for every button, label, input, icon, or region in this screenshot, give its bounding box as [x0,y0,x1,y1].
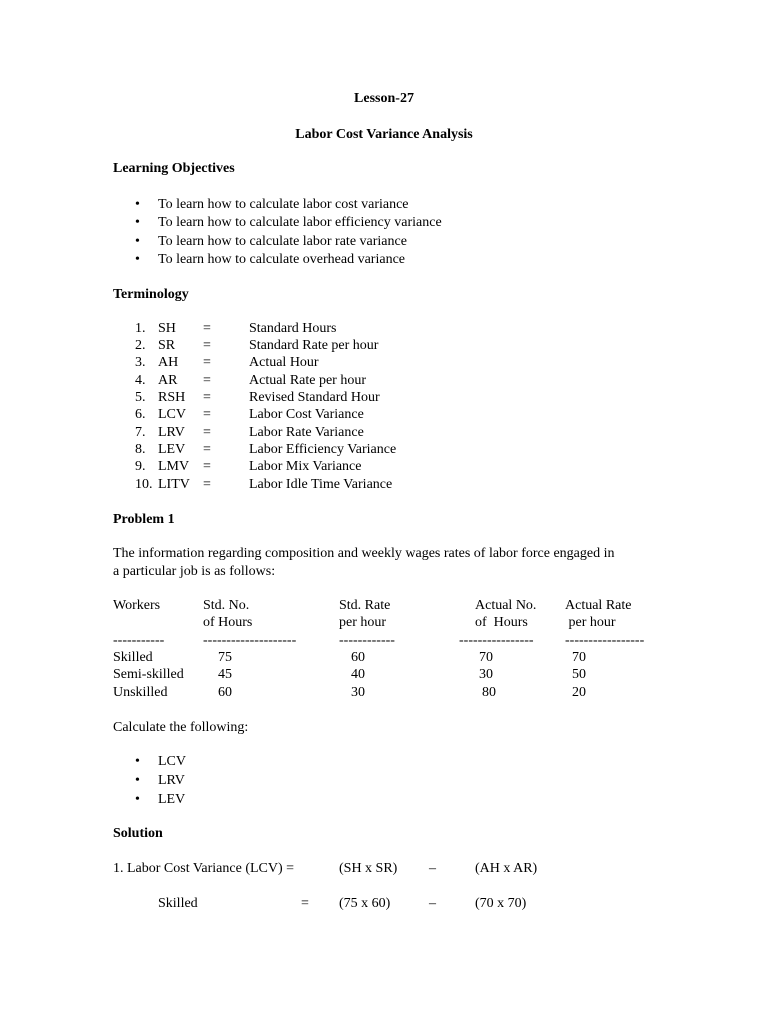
term-equals: = [203,407,211,422]
table-cell: 75 [218,650,232,665]
bullet-icon: • [135,215,140,230]
formula-label: Skilled [158,896,198,911]
formula-term: (75 x 60) [339,896,391,911]
table-cell: 80 [482,685,496,700]
table-cell: Unskilled [113,685,168,700]
table-cell: 70 [572,650,586,665]
problem-intro: a particular job is as follows: [113,564,276,579]
table-cell: 20 [572,685,586,700]
term-abbr: LMV [158,459,190,474]
objectives-heading: Learning Objectives [113,161,235,176]
table-header: Std. Rate [339,598,391,613]
term-number: 5. [135,390,146,405]
term-equals: = [203,321,211,336]
term-equals: = [203,442,211,457]
bullet-icon: • [135,754,140,769]
bullet-icon: • [135,773,140,788]
formula-label: 1. Labor Cost Variance (LCV) = [113,861,295,876]
term-definition: Labor Mix Variance [249,459,362,474]
term-definition: Revised Standard Hour [249,390,380,405]
table-cell: 60 [351,650,365,665]
term-abbr: LEV [158,442,186,457]
formula-term: (AH x AR) [475,861,538,876]
bullet-icon: • [135,792,140,807]
table-header: Actual Rate [565,598,632,613]
bullet-icon: • [135,197,140,212]
term-equals: = [203,355,211,370]
table-divider: ----------------- [565,633,645,648]
term-number: 3. [135,355,146,370]
term-number: 6. [135,407,146,422]
formula-term: (70 x 70) [475,896,527,911]
table-cell: 40 [351,667,365,682]
term-number: 4. [135,373,146,388]
term-abbr: SH [158,321,176,336]
term-definition: Standard Hours [249,321,337,336]
term-equals: = [203,338,211,353]
list-item [135,772,140,789]
calc-item: LRV [158,773,185,788]
formula-equals: = [301,896,309,911]
table-header: of Hours [475,615,528,630]
term-number: 2. [135,338,146,353]
term-abbr: LRV [158,425,185,440]
table-header: Actual No. [475,598,537,613]
table-divider: -------------------- [203,633,297,648]
list-item [135,791,140,808]
term-number: 9. [135,459,146,474]
term-definition: Labor Rate Variance [249,425,364,440]
term-definition: Actual Rate per hour [249,373,367,388]
objective-text: To learn how to calculate labor efficiency variance [158,215,442,230]
table-cell: 30 [479,667,493,682]
table-cell: 70 [479,650,493,665]
term-definition: Labor Efficiency Variance [249,442,397,457]
list-item [135,753,140,770]
term-definition: Labor Cost Variance [249,407,364,422]
term-equals: = [203,390,211,405]
list-item [135,214,140,231]
problem-heading: Problem 1 [113,512,175,527]
term-abbr: RSH [158,390,186,405]
formula-operator: – [429,861,436,876]
table-header: per hour [339,615,387,630]
term-number: 7. [135,425,146,440]
term-equals: = [203,373,211,388]
term-abbr: LCV [158,407,186,422]
objective-text: To learn how to calculate labor rate variance [158,234,407,249]
solution-heading: Solution [113,826,163,841]
formula-operator: – [429,896,436,911]
table-cell: Skilled [113,650,153,665]
term-definition: Standard Rate per hour [249,338,379,353]
objective-text: To learn how to calculate labor cost variance [158,197,409,212]
calc-item: LCV [158,754,186,769]
table-cell: 30 [351,685,365,700]
table-divider: ----------- [113,633,165,648]
table-cell: 50 [572,667,586,682]
table-cell: 45 [218,667,232,682]
list-item [135,251,140,268]
table-header: Workers [113,598,161,613]
term-number: 1. [135,321,146,336]
term-equals: = [203,425,211,440]
term-equals: = [203,459,211,474]
list-item [135,196,140,213]
calc-item: LEV [158,792,186,807]
term-abbr: SR [158,338,176,353]
term-number: 8. [135,442,146,457]
terminology-heading: Terminology [113,287,189,302]
term-number: 10. [135,477,153,492]
term-abbr: AH [158,355,179,370]
problem-intro: The information regarding composition and weekly wages rates of labor force engaged in [113,546,615,561]
objective-text: To learn how to calculate overhead variance [158,252,406,267]
table-header: Std. No. [203,598,250,613]
table-header: per hour [565,615,616,630]
list-item [135,233,140,250]
bullet-icon: • [135,252,140,267]
term-equals: = [203,477,211,492]
term-definition: Actual Hour [249,355,319,370]
table-divider: ---------------- [459,633,534,648]
table-header: of Hours [203,615,253,630]
table-divider: ------------ [339,633,395,648]
term-definition: Labor Idle Time Variance [249,477,393,492]
term-abbr: AR [158,373,178,388]
formula-term: (SH x SR) [339,861,398,876]
term-abbr: LITV [158,477,190,492]
lesson-title: Lesson-27 [354,91,414,106]
table-cell: 60 [218,685,232,700]
bullet-icon: • [135,234,140,249]
calc-prompt: Calculate the following: [113,720,249,735]
page-title: Labor Cost Variance Analysis [295,127,473,142]
table-cell: Semi-skilled [113,667,184,682]
